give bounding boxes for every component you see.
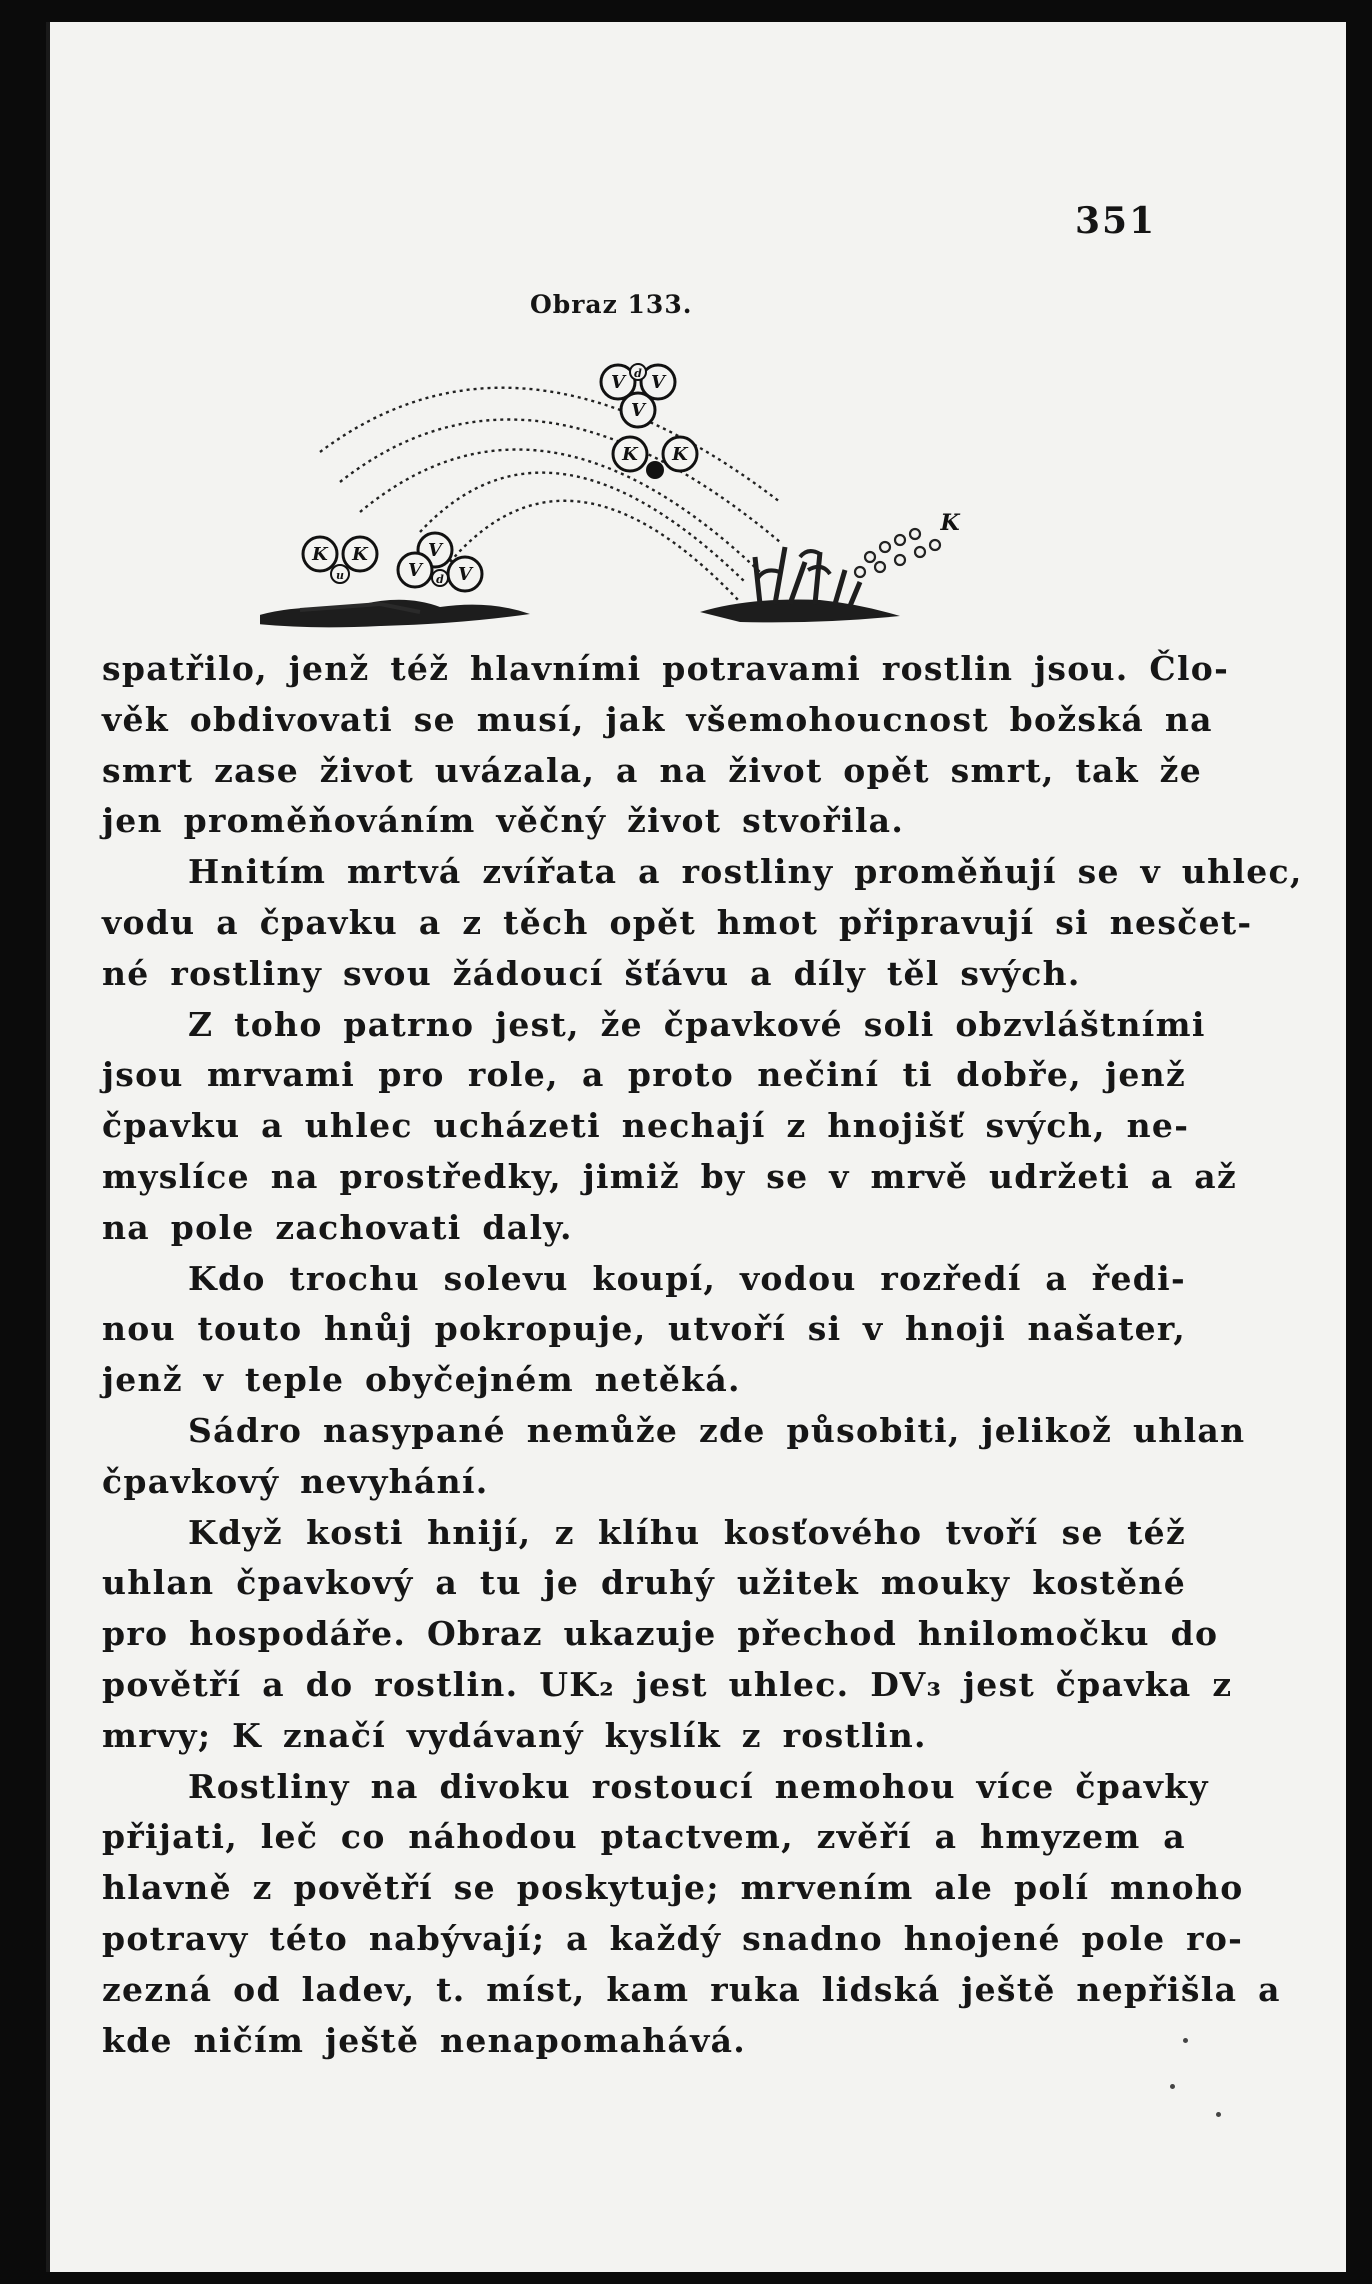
text-line: Rostliny na divoku rostoucí nemohou více čpavky bbox=[188, 1766, 1209, 1806]
figure-illustration bbox=[260, 342, 1040, 642]
label-k-mid-right: K bbox=[672, 444, 688, 465]
oxygen-bubbles bbox=[855, 529, 940, 577]
label-v-top-bottom: V bbox=[631, 400, 645, 421]
soil-right-plants bbox=[700, 547, 900, 622]
book-page bbox=[46, 22, 1346, 2272]
label-v-lower-top: V bbox=[428, 540, 442, 561]
text-line: čpavku a uhlec ucházeti nechají z hnojišť svých, ne- bbox=[102, 1106, 1190, 1146]
text-line: uhlan čpavkový a tu je druhý užitek mouky kostěné bbox=[102, 1563, 1186, 1603]
soil-left bbox=[260, 600, 530, 628]
label-v-top-left: V bbox=[611, 372, 625, 393]
text-line: Když kosti hnijí, z klíhu kosťového tvoří se též bbox=[188, 1512, 1186, 1552]
label-v-top-right: V bbox=[651, 372, 665, 393]
text-line: né rostliny svou žádoucí šťávu a díly těl svých. bbox=[102, 953, 1081, 993]
dotted-arcs bbox=[320, 388, 780, 602]
label-d-lower: d bbox=[436, 573, 444, 586]
text-line: povětří a do rostlin. UK₂ jest uhlec. DV₃ jest čpavka z bbox=[102, 1664, 1233, 1704]
ink-speck bbox=[1170, 2084, 1175, 2089]
molecule-circles bbox=[303, 364, 960, 591]
text-line: vodu a čpavku a z těch opět hmot připravují si nesčet- bbox=[102, 902, 1253, 942]
label-d-top: d bbox=[634, 367, 642, 380]
text-line: čpavkový nevyhání. bbox=[102, 1461, 489, 1501]
label-k-left-a: K bbox=[312, 544, 328, 565]
text-line: jen proměňováním věčný život stvořila. bbox=[102, 801, 905, 841]
text-line: zezná od ladev, t. míst, kam ruka lidská ještě nepřišla a bbox=[102, 1969, 1281, 2009]
text-line: přijati, leč co náhodou ptactvem, zvěří a hmyzem a bbox=[102, 1817, 1186, 1857]
label-u-left: u bbox=[336, 569, 344, 582]
body-text bbox=[102, 644, 1303, 2066]
text-line: věk obdivovati se musí, jak všemohoucnost božská na bbox=[102, 699, 1213, 739]
text-line: Sádro nasypané nemůže zde působiti, jelikož uhlan bbox=[188, 1410, 1246, 1450]
text-line: spatřilo, jenž též hlavními potravami rostlin jsou. Člo- bbox=[102, 649, 1230, 688]
text-line: kde ničím ještě nenapomahává. bbox=[102, 2020, 747, 2060]
figure-caption: Obraz 133. bbox=[530, 290, 693, 319]
label-v-lower-left: V bbox=[408, 560, 422, 581]
page-number: 351 bbox=[1075, 200, 1157, 242]
text-line: na pole zachovati daly. bbox=[102, 1207, 573, 1247]
ink-speck bbox=[1183, 2038, 1188, 2043]
label-v-lower-right: V bbox=[458, 564, 472, 585]
label-k-mid-left: K bbox=[622, 444, 638, 465]
label-k-left-b: K bbox=[352, 544, 368, 565]
text-line: jsou mrvami pro role, a proto nečiní ti dobře, jenž bbox=[102, 1055, 1186, 1095]
text-line: myslíce na prostředky, jimiž by se v mrvě udržeti a až bbox=[102, 1156, 1238, 1196]
label-k-oxygen: K bbox=[940, 510, 960, 536]
text-line: mrvy; K značí vydávaný kyslík z rostlin. bbox=[102, 1715, 927, 1755]
text-line: Z toho patrno jest, že čpavkové soli obzvláštními bbox=[188, 1004, 1206, 1044]
text-line: Kdo trochu solevu koupí, vodou rozředí a ředi- bbox=[188, 1258, 1186, 1298]
text-line: nou touto hnůj pokropuje, utvoří si v hnoji našater, bbox=[102, 1309, 1186, 1349]
text-line: Hnitím mrtvá zvířata a rostliny proměňují se v uhlec, bbox=[188, 852, 1303, 892]
ink-speck bbox=[1216, 2112, 1221, 2117]
text-line: hlavně z povětří se poskytuje; mrvením ale polí mnoho bbox=[102, 1868, 1244, 1908]
text-line: jenž v teple obyčejném netěká. bbox=[102, 1360, 741, 1400]
text-line: potravy této nabývají; a každý snadno hnojené pole ro- bbox=[102, 1918, 1244, 1958]
text-line: smrt zase život uvázala, a na život opět smrt, tak že bbox=[102, 750, 1203, 790]
text-line: pro hospodáře. Obraz ukazuje přechod hnilomočku do bbox=[102, 1614, 1219, 1654]
